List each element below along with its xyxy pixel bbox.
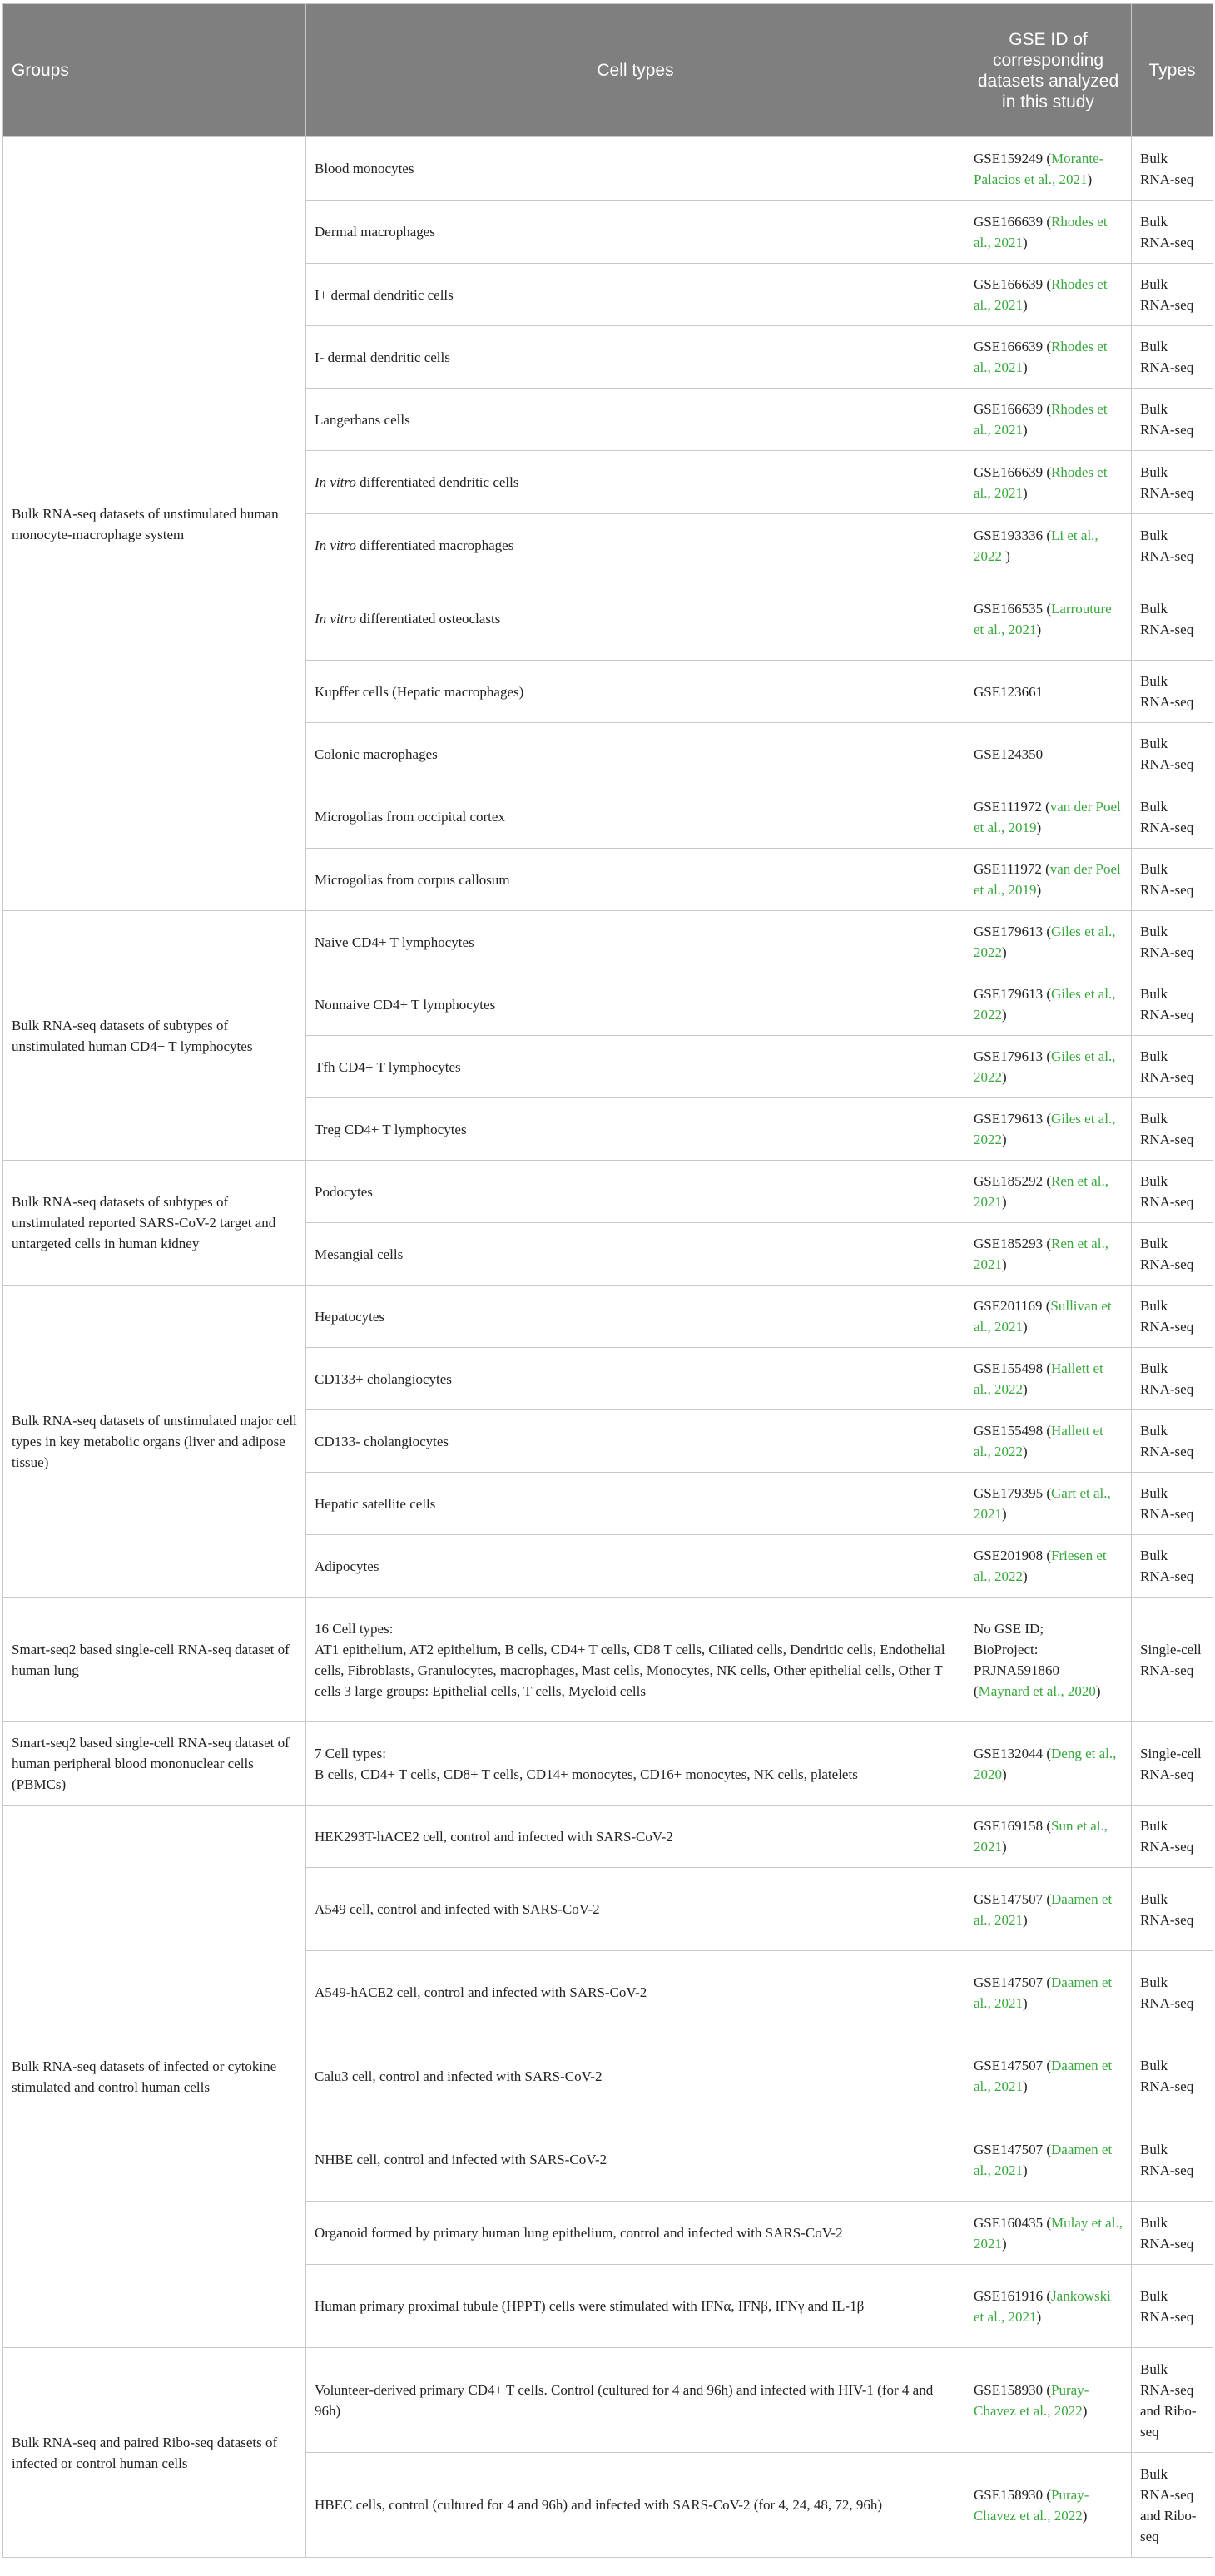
- gse-cell: [965, 723, 1132, 785]
- gse-suffix: ): [1023, 2078, 1028, 2094]
- type-cell: Bulk RNA-seq: [1132, 661, 1213, 723]
- cell-type-text: Dermal macrophages: [315, 224, 435, 240]
- cell-type-prefix: In vitro: [315, 611, 356, 627]
- gse-id: GSE166639 (: [974, 339, 1052, 354]
- gse-cell: [965, 785, 1132, 849]
- gse-cell: [965, 2453, 1132, 2558]
- cell-type-cell: [306, 1036, 965, 1098]
- gse-id: GSE158930 (: [974, 2381, 1052, 2398]
- cell-type-text: differentiated dendritic cells: [355, 474, 519, 490]
- gse-cell: [965, 1868, 1132, 1951]
- cell-type-cell: [306, 1473, 965, 1535]
- gse-suffix: ): [1087, 171, 1093, 187]
- reference-link[interactable]: Daamen et al., 2021: [974, 1974, 1113, 2011]
- cell-type-cell: [306, 1161, 965, 1223]
- type-cell: Bulk RNA-seq: [1132, 973, 1213, 1036]
- cell-type-text: Nonnaive CD4+ T lymphocytes: [315, 996, 496, 1013]
- reference-link[interactable]: van der Poel et al., 2019: [974, 861, 1121, 898]
- reference-link[interactable]: Hallett et al., 2022: [974, 1423, 1103, 1459]
- reference-link[interactable]: van der Poel et al., 2019: [974, 798, 1121, 835]
- type-cell: Bulk RNA-seq: [1132, 137, 1213, 201]
- cell-type-cell: [306, 1410, 965, 1473]
- gse-cell: [965, 911, 1132, 973]
- gse-id: GSE147507 (: [974, 1890, 1052, 1907]
- cell-type-prefix: In vitro: [315, 537, 356, 553]
- gse-id: GSE179613 (: [974, 1048, 1052, 1064]
- gse-suffix: ): [1002, 944, 1007, 960]
- gse-cell: [965, 1161, 1132, 1223]
- cell-type-cell: [306, 1722, 965, 1806]
- gse-cell: [965, 1722, 1132, 1806]
- gse-id: GSE147507 (: [974, 2141, 1052, 2157]
- group-cell: Bulk RNA-seq datasets of infected or cytokine stimulated and control human cells: [3, 1806, 306, 2348]
- cell-type-text: Langerhans cells: [315, 411, 410, 428]
- table-body: [3, 137, 1213, 2558]
- cell-type-cell: [306, 2202, 965, 2265]
- gse-suffix: ): [1023, 1568, 1028, 1584]
- cell-type-cell: [306, 1535, 965, 1598]
- reference-link[interactable]: Daamen et al., 2021: [974, 2141, 1113, 2178]
- gse-cell: [965, 137, 1132, 201]
- type-cell: Bulk RNA-seq: [1132, 1098, 1213, 1161]
- table-row: [3, 1722, 1213, 1806]
- gse-suffix: ): [1023, 1911, 1028, 1928]
- type-cell: Bulk RNA-seq: [1132, 2265, 1213, 2348]
- gse-suffix: ): [1036, 819, 1042, 835]
- cell-type-text: Tfh CD4+ T lymphocytes: [315, 1058, 461, 1075]
- cell-type-text: Blood monocytes: [315, 161, 414, 176]
- gse-id: GSE185292 (: [974, 1173, 1052, 1189]
- gse-cell: [965, 1535, 1132, 1598]
- type-cell: Bulk RNA-seq: [1132, 1410, 1213, 1473]
- type-cell: Single-cell RNA-seq: [1132, 1598, 1213, 1722]
- type-cell: Bulk RNA-seq: [1132, 1348, 1213, 1410]
- reference-link[interactable]: Friesen et al., 2022: [974, 1548, 1107, 1584]
- gse-id: (: [974, 1682, 979, 1699]
- cell-type-text: Mesangial cells: [315, 1246, 404, 1262]
- gse-suffix: ): [1002, 1194, 1007, 1210]
- gse-suffix: ): [1023, 2162, 1028, 2178]
- cell-type-cell: [306, 973, 965, 1036]
- cell-type-text: Microgolias from corpus callosum: [315, 871, 510, 888]
- cell-type-cell: [306, 1098, 965, 1161]
- cell-type-cell: [306, 137, 965, 201]
- cell-type-cell: [306, 577, 965, 661]
- type-cell: Bulk RNA-seq: [1132, 514, 1213, 577]
- gse-suffix: ): [1002, 547, 1010, 564]
- gse-cell: [965, 1410, 1132, 1473]
- gse-suffix: ): [1002, 1766, 1007, 1782]
- cell-type-cell: [306, 661, 965, 723]
- type-cell: Bulk RNA-seq: [1132, 1286, 1213, 1348]
- reference-link[interactable]: Rhodes et al., 2021: [974, 463, 1108, 501]
- reference-link[interactable]: Rhodes et al., 2021: [974, 213, 1108, 250]
- gse-suffix: ): [1095, 1682, 1101, 1699]
- gse-id: GSE166639 (: [974, 213, 1052, 230]
- cell-type-cell: [306, 2034, 965, 2118]
- reference-link[interactable]: Giles et al., 2022: [974, 1111, 1116, 1147]
- group-cell: Bulk RNA-seq and paired Ribo-seq datasets of infected or control human cells: [3, 2348, 306, 2558]
- gse-cell: [965, 2202, 1132, 2265]
- gse-cell: [965, 201, 1132, 264]
- gse-id: GSE132044 (: [974, 1745, 1052, 1761]
- type-cell: Bulk RNA-seq: [1132, 849, 1213, 911]
- reference-link[interactable]: Maynard et al., 2020: [978, 1682, 1096, 1699]
- table-row: [3, 1806, 1213, 1868]
- type-cell: Bulk RNA-seq: [1132, 577, 1213, 661]
- type-cell: Bulk RNA-seq: [1132, 1535, 1213, 1598]
- cell-type-text: Podocytes: [315, 1183, 373, 1200]
- type-cell: Bulk RNA-seq: [1132, 389, 1213, 451]
- gse-cell: [965, 514, 1132, 577]
- table-row: [3, 1598, 1213, 1722]
- table-row: [3, 911, 1213, 973]
- type-cell: Bulk RNA-seq: [1132, 1951, 1213, 2034]
- reference-link[interactable]: Mulay et al., 2021: [974, 2214, 1123, 2252]
- reference-link[interactable]: Daamen et al., 2021: [974, 2058, 1113, 2094]
- gse-id: GSE169158 (: [974, 1818, 1052, 1834]
- cell-type-cell: [306, 1348, 965, 1410]
- cell-type-cell: [306, 2118, 965, 2202]
- cell-type-text: A549-hACE2 cell, control and infected with SARS-CoV-2: [315, 1984, 647, 2000]
- gse-id: GSE155498 (: [974, 1423, 1052, 1439]
- gse-id: GSE179613 (: [974, 986, 1052, 1002]
- gse-suffix: ): [1082, 2507, 1088, 2524]
- cell-type-cell: [306, 451, 965, 514]
- type-cell: Bulk RNA-seq: [1132, 264, 1213, 326]
- type-cell: Bulk RNA-seq: [1132, 723, 1213, 785]
- reference-link[interactable]: Giles et al., 2022: [974, 986, 1116, 1023]
- type-cell: Bulk RNA-seq: [1132, 1868, 1213, 1951]
- gse-id: GSE147507 (: [974, 2058, 1052, 2073]
- gse-id: GSE158930 (: [974, 2486, 1052, 2503]
- gse-suffix: ): [1082, 2402, 1088, 2419]
- reference-link[interactable]: Ren et al., 2021: [974, 1173, 1108, 1210]
- cell-type-text: I- dermal dendritic cells: [315, 349, 450, 365]
- gse-suffix: ): [1023, 484, 1028, 501]
- table-row: [3, 1286, 1213, 1348]
- cell-type-cell: [306, 389, 965, 451]
- reference-link[interactable]: Larrouture et al., 2021: [974, 600, 1112, 637]
- cell-type-cell: [306, 1286, 965, 1348]
- cell-type-cell: [306, 2453, 965, 2558]
- type-cell: Bulk RNA-seq: [1132, 451, 1213, 514]
- cell-type-text: Kupffer cells (Hepatic macrophages): [315, 683, 524, 700]
- gse-id: GSE193336 (: [974, 527, 1052, 543]
- cell-type-text: Naive CD4+ T lymphocytes: [315, 934, 474, 950]
- reference-link[interactable]: Rhodes et al., 2021: [974, 339, 1108, 375]
- gse-id: GSE166639 (: [974, 276, 1052, 292]
- cell-type-text: differentiated osteoclasts: [355, 611, 501, 627]
- cell-type-text: Adipocytes: [315, 1558, 379, 1574]
- reference-link[interactable]: Giles et al., 2022: [974, 924, 1116, 960]
- gse-id: GSE201169 (: [974, 1298, 1051, 1314]
- gse-cell: [965, 2118, 1132, 2202]
- type-cell: Bulk RNA-seq: [1132, 201, 1213, 264]
- gse-suffix: ): [1002, 1069, 1007, 1085]
- reference-link[interactable]: Rhodes et al., 2021: [974, 276, 1108, 313]
- cell-type-cell: [306, 849, 965, 911]
- type-cell: Single-cell RNA-seq: [1132, 1722, 1213, 1806]
- gse-suffix: ): [1002, 1007, 1007, 1023]
- gse-id: PRJNA591860: [974, 1662, 1059, 1678]
- cell-type-cell: [306, 2265, 965, 2348]
- gse-id: GSE124350: [974, 746, 1044, 762]
- gse-id: GSE111972 (: [974, 798, 1050, 815]
- header-types: Types: [1132, 4, 1213, 137]
- cell-type-text: 7 Cell types:: [315, 1745, 386, 1761]
- type-cell: Bulk RNA-seq: [1132, 326, 1213, 389]
- gse-cell: [965, 1348, 1132, 1410]
- header-cell-types: Cell types: [306, 4, 965, 137]
- cell-type-cell: [306, 1223, 965, 1286]
- group-cell: Bulk RNA-seq datasets of subtypes of unstimulated human CD4+ T lymphocytes: [3, 911, 306, 1161]
- gse-cell: [965, 451, 1132, 514]
- header-groups: Groups: [3, 4, 306, 137]
- cell-type-cell: [306, 514, 965, 577]
- gse-suffix: ): [1023, 297, 1028, 313]
- reference-link[interactable]: Daamen et al., 2021: [974, 1890, 1113, 1928]
- cell-type-text: Colonic macrophages: [315, 746, 438, 762]
- gse-suffix: ): [1036, 882, 1042, 898]
- gse-suffix: ): [1002, 1132, 1007, 1147]
- reference-link[interactable]: Sullivan et al., 2021: [974, 1298, 1112, 1335]
- reference-link[interactable]: Giles et al., 2022: [974, 1048, 1116, 1085]
- cell-type-text: B cells, CD4+ T cells, CD8+ T cells, CD14+ monocytes, CD16+ monocytes, NK cells, platelets: [315, 1766, 858, 1782]
- gse-cell: [965, 1951, 1132, 2034]
- cell-type-text: A549 cell, control and infected with SARS-CoV-2: [315, 1901, 600, 1917]
- gse-cell: [965, 1806, 1132, 1868]
- gse-cell: [965, 1223, 1132, 1286]
- reference-link[interactable]: Gart et al., 2021: [974, 1485, 1111, 1522]
- type-cell: Bulk RNA-seq and Ribo-seq: [1132, 2453, 1213, 2558]
- reference-link[interactable]: Sun et al., 2021: [974, 1818, 1108, 1855]
- cell-type-text: Organoid formed by primary human lung epithelium, control and infected with SARS-CoV-2: [315, 2225, 843, 2241]
- gse-id: GSE166639 (: [974, 401, 1052, 417]
- cell-type-prefix: In vitro: [315, 474, 356, 490]
- gse-suffix: ): [1023, 1381, 1028, 1397]
- gse-id: GSE147507 (: [974, 1974, 1052, 1990]
- gse-cell: [965, 2034, 1132, 2118]
- reference-link[interactable]: Deng et al., 2020: [974, 1745, 1117, 1782]
- cell-type-text: Human primary proximal tubule (HPPT) cells were stimulated with IFNα, IFNβ, IFNγ and IL-1β: [315, 2298, 865, 2314]
- gse-cell: [965, 2348, 1132, 2453]
- group-cell: Bulk RNA-seq datasets of unstimulated major cell types in key metabolic organs (liver and adipose tissue): [3, 1286, 306, 1598]
- type-cell: Bulk RNA-seq and Ribo-seq: [1132, 2348, 1213, 2453]
- gse-id: GSE179613 (: [974, 1111, 1052, 1127]
- gse-cell: [965, 1036, 1132, 1098]
- type-cell: Bulk RNA-seq: [1132, 785, 1213, 849]
- gse-suffix: ): [1023, 234, 1028, 250]
- gse-suffix: ): [1002, 1506, 1007, 1522]
- cell-type-text: Treg CD4+ T lymphocytes: [315, 1121, 467, 1137]
- group-cell: Bulk RNA-seq datasets of unstimulated human monocyte-macrophage system: [3, 137, 306, 911]
- reference-link[interactable]: Li et al., 2022: [974, 527, 1098, 564]
- cell-type-text: Microgolias from occipital cortex: [315, 809, 505, 825]
- reference-link[interactable]: Rhodes et al., 2021: [974, 401, 1108, 438]
- cell-type-cell: [306, 326, 965, 389]
- cell-type-text: NHBE cell, control and infected with SARS-CoV-2: [315, 2152, 608, 2167]
- gse-id: GSE166639 (: [974, 463, 1052, 480]
- type-cell: Bulk RNA-seq: [1132, 1473, 1213, 1535]
- table-row: [3, 2348, 1213, 2453]
- cell-type-cell: [306, 785, 965, 849]
- reference-link[interactable]: Puray-Chavez et al., 2022: [974, 2486, 1089, 2524]
- cell-type-text: HEK293T-hACE2 cell, control and infected with SARS-CoV-2: [315, 1828, 673, 1845]
- cell-type-text: Calu3 cell, control and infected with SARS-CoV-2: [315, 2068, 603, 2084]
- reference-link[interactable]: Jankowski et al., 2021: [974, 2287, 1111, 2325]
- gse-cell: [965, 389, 1132, 451]
- gse-cell: [965, 326, 1132, 389]
- table-header-row: [3, 4, 1213, 137]
- cell-type-text: AT1 epithelium, AT2 epithelium, B cells, CD4+ T cells, CD8 T cells, Ciliated cells, Dendritic cells, Endothelial cells, Fibroblasts, Granulocytes, macrophages, Mast cells, Monocytes, NK cells, Other epithelial cells, Other T cells 3 large groups: Epithelial cells, T cells, Myeloid cells: [315, 1641, 945, 1699]
- gse-suffix: ): [1023, 1444, 1028, 1459]
- cell-type-cell: [306, 1806, 965, 1868]
- gse-id: BioProject:: [974, 1641, 1039, 1657]
- gse-id: GSE185293 (: [974, 1236, 1052, 1251]
- cell-type-cell: [306, 264, 965, 326]
- reference-link[interactable]: Hallett et al., 2022: [974, 1360, 1103, 1397]
- gse-cell: [965, 661, 1132, 723]
- reference-link[interactable]: Puray-Chavez et al., 2022: [974, 2381, 1089, 2419]
- reference-link[interactable]: Ren et al., 2021: [974, 1236, 1108, 1272]
- cell-type-text: 16 Cell types:: [315, 1620, 394, 1637]
- cell-type-text: differentiated macrophages: [355, 537, 514, 553]
- gse-cell: [965, 1098, 1132, 1161]
- gse-id: No GSE ID;: [974, 1620, 1044, 1637]
- cell-type-text: CD133+ cholangiocytes: [315, 1370, 452, 1387]
- cell-type-cell: [306, 1951, 965, 2034]
- reference-link[interactable]: Morante-Palacios et al., 2021: [974, 150, 1104, 187]
- gse-cell: [965, 1473, 1132, 1535]
- gse-cell: [965, 973, 1132, 1036]
- table-row: [3, 1161, 1213, 1223]
- type-cell: Bulk RNA-seq: [1132, 2034, 1213, 2118]
- gse-cell: [965, 264, 1132, 326]
- gse-suffix: ): [1036, 2308, 1042, 2325]
- gse-id: GSE166535 (: [974, 600, 1052, 617]
- cell-type-text: Volunteer-derived primary CD4+ T cells. Control (cultured for 4 and 96h) and infected with HIV-1 (for 4 and 96h): [315, 2381, 934, 2419]
- cell-type-cell: [306, 1868, 965, 1951]
- table-row: [3, 137, 1213, 201]
- gse-id: GSE179613 (: [974, 924, 1052, 939]
- gse-id: GSE160435 (: [974, 2214, 1052, 2231]
- gse-cell: [965, 577, 1132, 661]
- cell-type-text: Hepatocytes: [315, 1308, 385, 1325]
- gse-suffix: ): [1002, 2235, 1007, 2252]
- gse-id: GSE201908 (: [974, 1548, 1052, 1563]
- group-cell: Bulk RNA-seq datasets of subtypes of unstimulated reported SARS-CoV-2 target and untargeted cells in human kidney: [3, 1161, 306, 1286]
- type-cell: Bulk RNA-seq: [1132, 911, 1213, 973]
- gse-id: GSE123661: [974, 683, 1044, 700]
- cell-type-text: CD133- cholangiocytes: [315, 1433, 449, 1449]
- type-cell: Bulk RNA-seq: [1132, 2118, 1213, 2202]
- type-cell: Bulk RNA-seq: [1132, 1806, 1213, 1868]
- cell-type-text: I+ dermal dendritic cells: [315, 286, 454, 303]
- type-cell: Bulk RNA-seq: [1132, 1036, 1213, 1098]
- cell-type-cell: [306, 1598, 965, 1722]
- gse-suffix: ): [1023, 1319, 1028, 1335]
- gse-cell: [965, 849, 1132, 911]
- gse-suffix: ): [1023, 422, 1028, 438]
- gse-suffix: ): [1023, 1994, 1028, 2011]
- type-cell: Bulk RNA-seq: [1132, 2202, 1213, 2265]
- cell-type-text: HBEC cells, control (cultured for 4 and 96h) and infected with SARS-CoV-2 (for 4, 24, 48, 72, 96h): [315, 2497, 883, 2513]
- header-gse-id: GSE ID of corresponding datasets analyzed in this study: [965, 4, 1132, 137]
- cell-type-text: Hepatic satellite cells: [315, 1495, 436, 1512]
- type-cell: Bulk RNA-seq: [1132, 1223, 1213, 1286]
- gse-cell: [965, 1598, 1132, 1722]
- gse-id: GSE161916 (: [974, 2287, 1052, 2304]
- gse-id: GSE155498 (: [974, 1360, 1052, 1376]
- gse-suffix: ): [1002, 1256, 1007, 1272]
- datasets-table: [2, 3, 1213, 2558]
- gse-id: GSE111972 (: [974, 861, 1050, 877]
- group-cell: Smart-seq2 based single-cell RNA-seq dataset of human lung: [3, 1598, 306, 1722]
- type-cell: Bulk RNA-seq: [1132, 1161, 1213, 1223]
- gse-cell: [965, 1286, 1132, 1348]
- group-cell: Smart-seq2 based single-cell RNA-seq dataset of human peripheral blood mononuclear cells (PBMCs): [3, 1722, 306, 1806]
- cell-type-cell: [306, 201, 965, 264]
- cell-type-cell: [306, 2348, 965, 2453]
- gse-id: GSE179395 (: [974, 1485, 1052, 1501]
- gse-suffix: ): [1036, 621, 1042, 637]
- gse-suffix: ): [1002, 1839, 1007, 1855]
- gse-suffix: ): [1023, 359, 1028, 375]
- gse-id: GSE159249 (: [974, 150, 1052, 166]
- cell-type-cell: [306, 911, 965, 973]
- gse-cell: [965, 2265, 1132, 2348]
- cell-type-cell: [306, 723, 965, 785]
